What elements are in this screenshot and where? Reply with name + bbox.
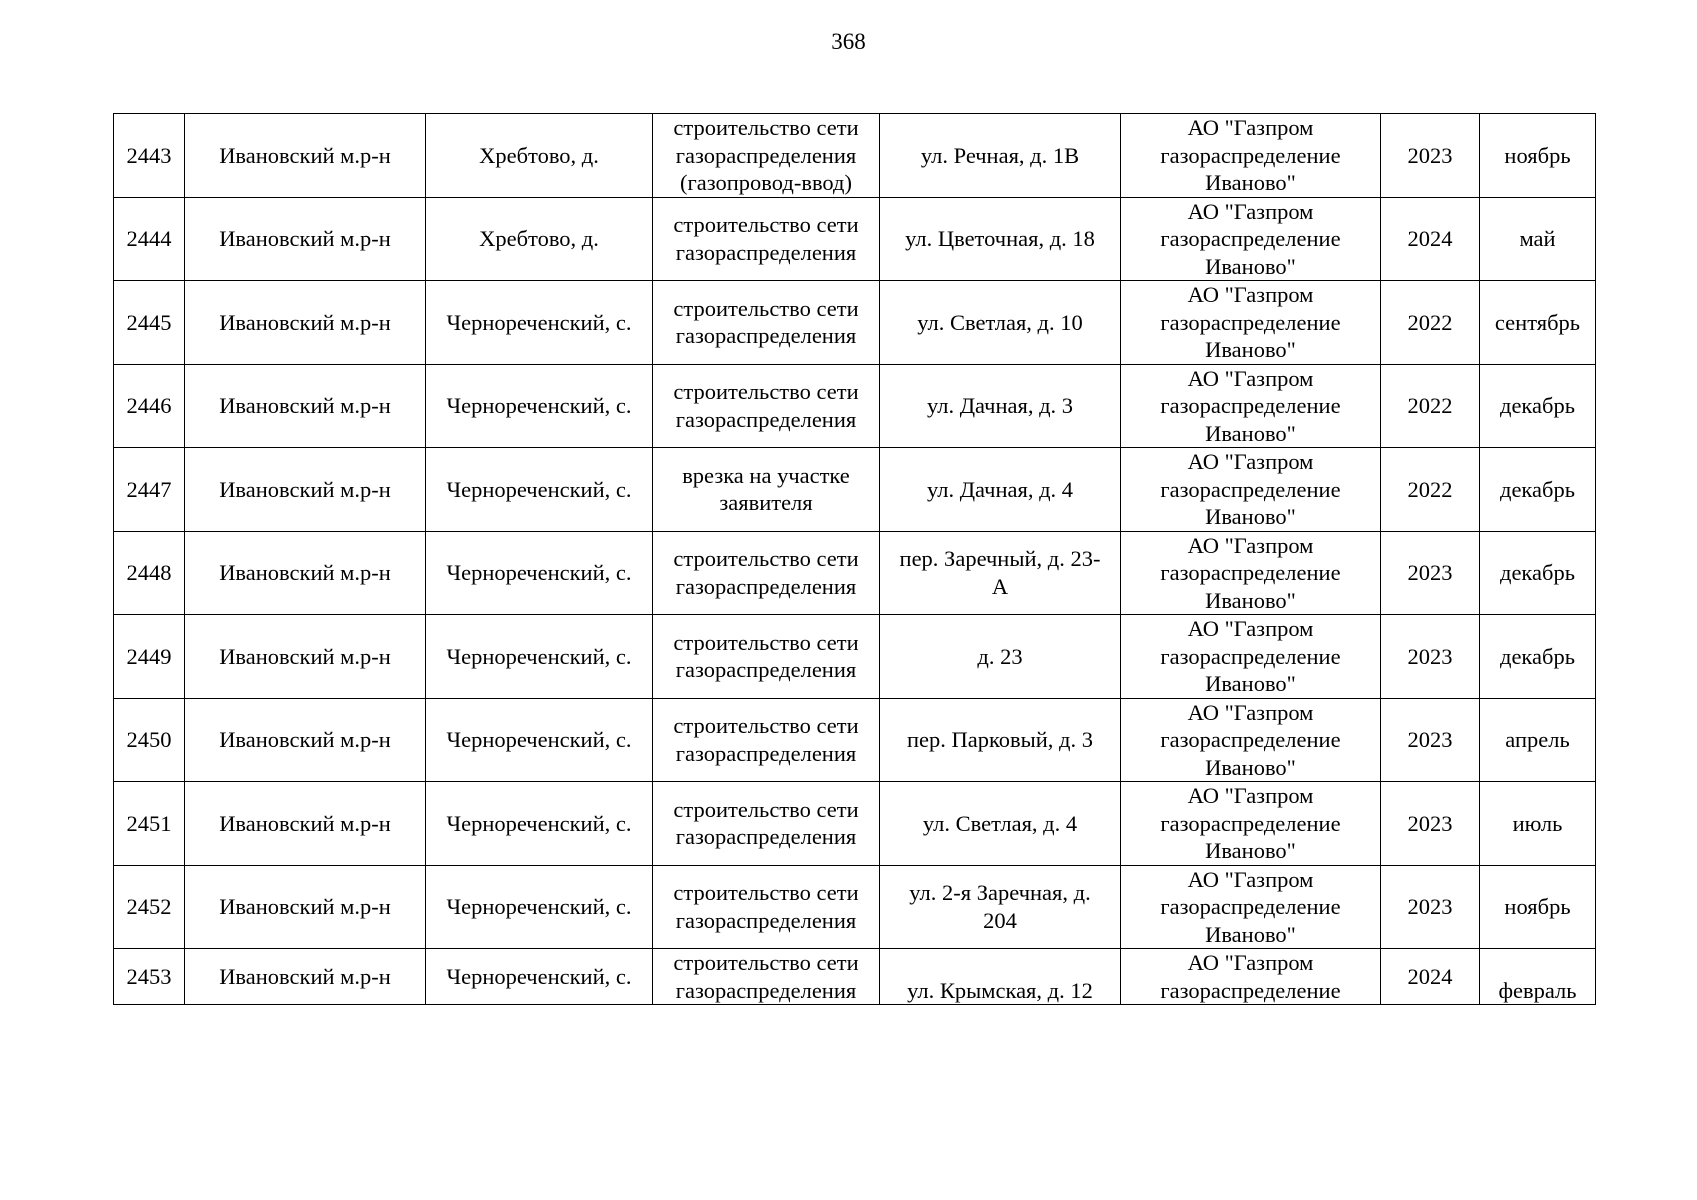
owner-cell-line: газораспределение xyxy=(1160,476,1341,502)
district-cell: Ивановский м.р-н xyxy=(185,197,426,281)
work-type-cell-line: газораспределения xyxy=(675,323,857,349)
table-row xyxy=(114,949,1596,1005)
owner-cell-line: газораспределение xyxy=(1160,643,1341,669)
row-number-cell: 2449 xyxy=(114,615,185,699)
work-type-cell-line: строительство сети xyxy=(673,950,859,975)
row-number-cell: 2443 xyxy=(114,114,185,198)
district-cell: Ивановский м.р-н xyxy=(185,698,426,782)
work-type-cell-line: строительство сети xyxy=(673,379,859,405)
work-type-cell-line: строительство сети xyxy=(673,629,859,655)
locality-cell: Чернореченский, с. xyxy=(426,782,653,866)
work-type-cell-line: газораспределения xyxy=(675,573,857,599)
page-number: 368 xyxy=(831,29,866,54)
work-type-cell xyxy=(653,197,880,281)
district-cell: Ивановский м.р-н xyxy=(185,364,426,448)
address-cell xyxy=(880,531,1121,615)
work-type-cell xyxy=(653,698,880,782)
address-cell xyxy=(880,615,1121,699)
month-cell: декабрь xyxy=(1480,531,1596,615)
owner-cell-line: АО "Газпром xyxy=(1187,115,1314,140)
owner-cell-line: АО "Газпром xyxy=(1187,282,1314,307)
work-type-cell xyxy=(653,865,880,949)
locality-cell: Чернореченский, с. xyxy=(426,281,653,365)
locality-cell: Хребтово, д. xyxy=(426,197,653,281)
row-number-cell: 2448 xyxy=(114,531,185,615)
owner-cell xyxy=(1121,281,1381,365)
work-type-cell xyxy=(653,615,880,699)
row-number-cell: 2450 xyxy=(114,698,185,782)
work-type-cell-line: газораспределения xyxy=(675,142,857,168)
owner-cell-line: газораспределение xyxy=(1160,560,1341,585)
address-cell xyxy=(880,448,1121,532)
table-row xyxy=(114,364,1596,448)
owner-cell-line: газораспределение xyxy=(1160,226,1341,251)
work-type-cell xyxy=(653,281,880,365)
work-type-cell xyxy=(653,114,880,198)
year-cell: 2023 xyxy=(1381,615,1480,699)
work-type-cell-line: строительство сети xyxy=(673,713,859,739)
work-type-cell-line: газораспределения xyxy=(675,740,857,766)
year-cell: 2022 xyxy=(1381,364,1480,448)
district-cell: Ивановский м.р-н xyxy=(185,531,426,615)
table-row xyxy=(114,782,1596,866)
row-number-cell: 2445 xyxy=(114,281,185,365)
locality-cell: Чернореченский, с. xyxy=(426,615,653,699)
work-type-cell-line: строительство сети xyxy=(673,212,859,238)
address-cell xyxy=(880,114,1121,198)
work-type-cell-line: газораспределения xyxy=(675,824,857,850)
work-type-cell-line: газораспределения xyxy=(675,239,857,265)
address-cell xyxy=(880,197,1121,281)
address-cell-line: ул. Дачная, д. 4 xyxy=(926,476,1074,502)
year-cell: 2024 xyxy=(1381,197,1480,281)
table-row xyxy=(114,281,1596,365)
district-cell: Ивановский м.р-н xyxy=(185,949,426,1005)
district-cell: Ивановский м.р-н xyxy=(185,865,426,949)
address-cell-line: пер. Заречный, д. 23- xyxy=(899,546,1101,572)
owner-cell xyxy=(1121,197,1381,281)
owner-cell-line: АО "Газпром xyxy=(1187,866,1314,892)
work-type-cell xyxy=(653,949,880,1005)
owner-cell-line: Иваново" xyxy=(1205,170,1296,195)
work-type-cell-line: (газопровод-ввод) xyxy=(680,170,852,195)
locality-cell: Чернореченский, с. xyxy=(426,531,653,615)
address-cell-line: 204 xyxy=(983,907,1017,933)
district-cell: Ивановский м.р-н xyxy=(185,448,426,532)
year-cell: 2022 xyxy=(1381,448,1480,532)
work-type-cell-line: газораспределения xyxy=(675,907,857,933)
owner-cell-line: АО "Газпром xyxy=(1187,365,1314,391)
address-cell xyxy=(880,281,1121,365)
district-cell: Ивановский м.р-н xyxy=(185,114,426,198)
owner-cell-line: АО "Газпром xyxy=(1187,198,1314,224)
owner-cell-line: Иваново" xyxy=(1205,504,1296,529)
owner-cell-line: АО "Газпром xyxy=(1187,449,1314,474)
work-type-cell-line: строительство сети xyxy=(673,115,859,140)
year-cell: 2023 xyxy=(1381,698,1480,782)
work-type-cell-line: заявителя xyxy=(719,490,813,516)
owner-cell xyxy=(1121,698,1381,782)
owner-cell-line: Иваново" xyxy=(1205,337,1296,362)
owner-cell xyxy=(1121,364,1381,448)
address-cell-line: д. 23 xyxy=(977,643,1023,669)
work-type-cell-line: газораспределения xyxy=(675,657,857,683)
owner-cell xyxy=(1121,782,1381,866)
owner-cell-line: газораспределение xyxy=(1160,810,1341,836)
address-cell-line: ул. Светлая, д. 10 xyxy=(917,309,1083,335)
month-cell: сентябрь xyxy=(1480,281,1596,365)
address-cell-line: ул. Светлая, д. 4 xyxy=(922,810,1078,836)
owner-cell-line: Иваново" xyxy=(1205,587,1296,613)
owner-cell-line: Иваново" xyxy=(1205,420,1296,446)
district-cell: Ивановский м.р-н xyxy=(185,782,426,866)
work-type-cell-line: газораспределения xyxy=(675,977,857,1003)
row-number-cell: 2446 xyxy=(114,364,185,448)
year-cell: 2023 xyxy=(1381,531,1480,615)
address-cell-line: ул. 2-я Заречная, д. xyxy=(909,880,1091,906)
owner-cell-line: АО "Газпром xyxy=(1187,532,1314,558)
table-row xyxy=(114,448,1596,532)
month-cell: февраль xyxy=(1480,949,1596,1005)
table-row xyxy=(114,197,1596,281)
row-number-cell: 2453 xyxy=(114,949,185,1005)
owner-cell-line: газораспределение xyxy=(1160,727,1341,752)
row-number-cell: 2451 xyxy=(114,782,185,866)
year-cell: 2023 xyxy=(1381,782,1480,866)
month-cell: декабрь xyxy=(1480,448,1596,532)
owner-cell xyxy=(1121,114,1381,198)
table-row xyxy=(114,531,1596,615)
address-cell-line: пер. Парковый, д. 3 xyxy=(906,727,1094,752)
table-row xyxy=(114,615,1596,699)
owner-cell xyxy=(1121,865,1381,949)
owner-cell xyxy=(1121,448,1381,532)
work-type-cell xyxy=(653,364,880,448)
registry-table-body xyxy=(114,114,1596,1005)
address-cell xyxy=(880,782,1121,866)
table-row xyxy=(114,114,1596,198)
address-cell-line: ул. Цветочная, д. 18 xyxy=(905,226,1095,251)
address-cell xyxy=(880,364,1121,448)
row-number-cell: 2447 xyxy=(114,448,185,532)
work-type-cell xyxy=(653,531,880,615)
owner-cell-line: газораспределение xyxy=(1160,393,1341,418)
month-cell: апрель xyxy=(1480,698,1596,782)
month-cell: ноябрь xyxy=(1480,114,1596,198)
owner-cell xyxy=(1121,949,1381,1005)
owner-cell-line: Иваново" xyxy=(1205,671,1296,696)
owner-cell-line: газораспределение xyxy=(1160,142,1341,168)
year-cell: 2022 xyxy=(1381,281,1480,365)
address-cell xyxy=(880,949,1121,1005)
month-cell: ноябрь xyxy=(1480,865,1596,949)
locality-cell: Чернореченский, с. xyxy=(426,364,653,448)
owner-cell-line: Иваново" xyxy=(1205,253,1296,279)
owner-cell-line: АО "Газпром xyxy=(1187,616,1314,641)
row-number-cell: 2452 xyxy=(114,865,185,949)
month-cell: декабрь xyxy=(1480,364,1596,448)
year-cell: 2023 xyxy=(1381,865,1480,949)
month-cell: июль xyxy=(1480,782,1596,866)
address-cell xyxy=(880,865,1121,949)
locality-cell: Чернореченский, с. xyxy=(426,949,653,1005)
month-cell: май xyxy=(1480,197,1596,281)
owner-cell-line: газораспределение xyxy=(1160,894,1341,919)
work-type-cell-line: врезка на участке xyxy=(682,462,850,488)
work-type-cell-line: строительство сети xyxy=(673,546,859,572)
work-type-cell-line: строительство сети xyxy=(673,880,859,906)
address-cell-line: ул. Речная, д. 1В xyxy=(920,142,1080,168)
address-cell-line: А xyxy=(991,573,1009,599)
work-type-cell-line: газораспределения xyxy=(675,406,857,432)
table-row xyxy=(114,698,1596,782)
row-number-cell: 2444 xyxy=(114,197,185,281)
address-cell-line: ул. Дачная, д. 3 xyxy=(926,393,1074,418)
locality-cell: Хребтово, д. xyxy=(426,114,653,198)
locality-cell: Чернореченский, с. xyxy=(426,448,653,532)
locality-cell: Чернореченский, с. xyxy=(426,865,653,949)
owner-cell xyxy=(1121,615,1381,699)
work-type-cell xyxy=(653,782,880,866)
owner-cell-line: АО "Газпром xyxy=(1187,699,1314,725)
owner-cell-line: Иваново" xyxy=(1205,921,1296,947)
registry-table xyxy=(113,113,1596,1005)
work-type-cell xyxy=(653,448,880,532)
work-type-cell-line: строительство сети xyxy=(673,796,859,822)
owner-cell-line: газораспределение xyxy=(1160,309,1341,335)
district-cell: Ивановский м.р-н xyxy=(185,615,426,699)
address-cell xyxy=(880,698,1121,782)
owner-cell-line: Иваново" xyxy=(1205,754,1296,780)
year-cell: 2023 xyxy=(1381,114,1480,198)
owner-cell xyxy=(1121,531,1381,615)
owner-cell-line: АО "Газпром xyxy=(1187,950,1314,975)
address-cell-line: ул. Крымская, д. 12 xyxy=(907,977,1093,1003)
owner-cell-line: газораспределение xyxy=(1160,977,1341,1003)
locality-cell: Чернореченский, с. xyxy=(426,698,653,782)
district-cell: Ивановский м.р-н xyxy=(185,281,426,365)
work-type-cell-line: строительство сети xyxy=(673,295,859,321)
owner-cell-line: Иваново" xyxy=(1205,838,1296,863)
table-row xyxy=(114,865,1596,949)
month-cell: декабрь xyxy=(1480,615,1596,699)
year-cell: 2024 xyxy=(1381,949,1480,1005)
owner-cell-line: АО "Газпром xyxy=(1187,783,1314,808)
